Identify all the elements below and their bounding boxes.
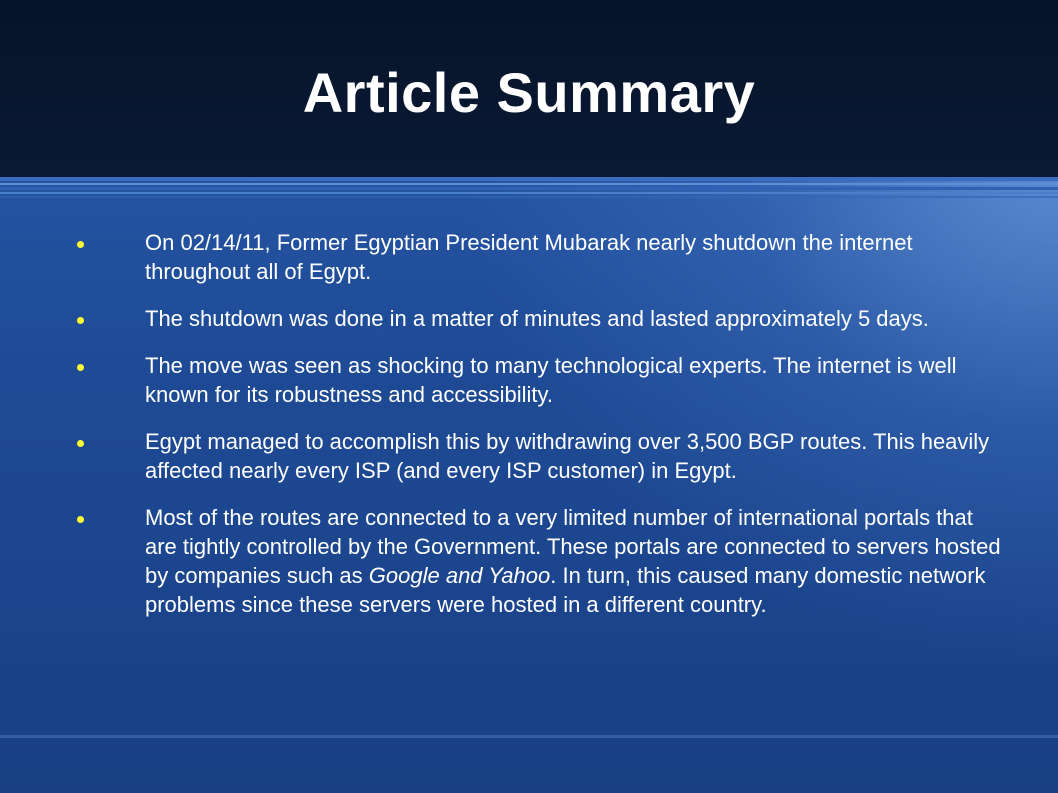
bullet-item bbox=[0, 228, 1058, 286]
title-band bbox=[0, 0, 1058, 177]
bullet-dot-icon bbox=[77, 241, 84, 248]
bullet-item bbox=[0, 503, 1058, 619]
bullet-text-end: . In turn, this caused many domestic network problems since these servers were hosted in a different country. bbox=[145, 563, 986, 617]
bullet-text: The shutdown was done in a matter of minutes and lasted approximately 5 days. bbox=[145, 306, 929, 331]
bullet-list bbox=[0, 228, 1058, 637]
bullet-text: Egypt managed to accomplish this by withdrawing over 3,500 BGP routes. This heavily affected nearly every ISP (and every ISP customer) in Egypt. bbox=[145, 429, 990, 483]
bullet-text-italic: Google and Yahoo bbox=[368, 563, 551, 588]
bullet-dot-icon bbox=[77, 440, 84, 447]
bullet-item bbox=[0, 351, 1058, 409]
bullet-dot-icon bbox=[77, 516, 84, 523]
slide-title: Article Summary bbox=[302, 61, 756, 124]
bottom-divider-line bbox=[0, 735, 1058, 738]
bullet-dot-icon bbox=[77, 364, 84, 371]
bullet-item bbox=[0, 304, 1058, 333]
bullet-text: The move was seen as shocking to many technological experts. The internet is well known for its robustness and accessibility. bbox=[145, 353, 957, 407]
bullet-dot-icon bbox=[77, 317, 84, 324]
header-divider-lines bbox=[0, 177, 1058, 199]
bullet-item bbox=[0, 427, 1058, 485]
bullet-text: On 02/14/11, Former Egyptian President Mubarak nearly shutdown the internet throughout all of Egypt. bbox=[145, 230, 913, 284]
bullet-text-start: Most of the routes are connected to a very limited number of international portals that are tightly controlled by the Government. These portals are connected to servers hosted by companies such as bbox=[145, 505, 1001, 588]
